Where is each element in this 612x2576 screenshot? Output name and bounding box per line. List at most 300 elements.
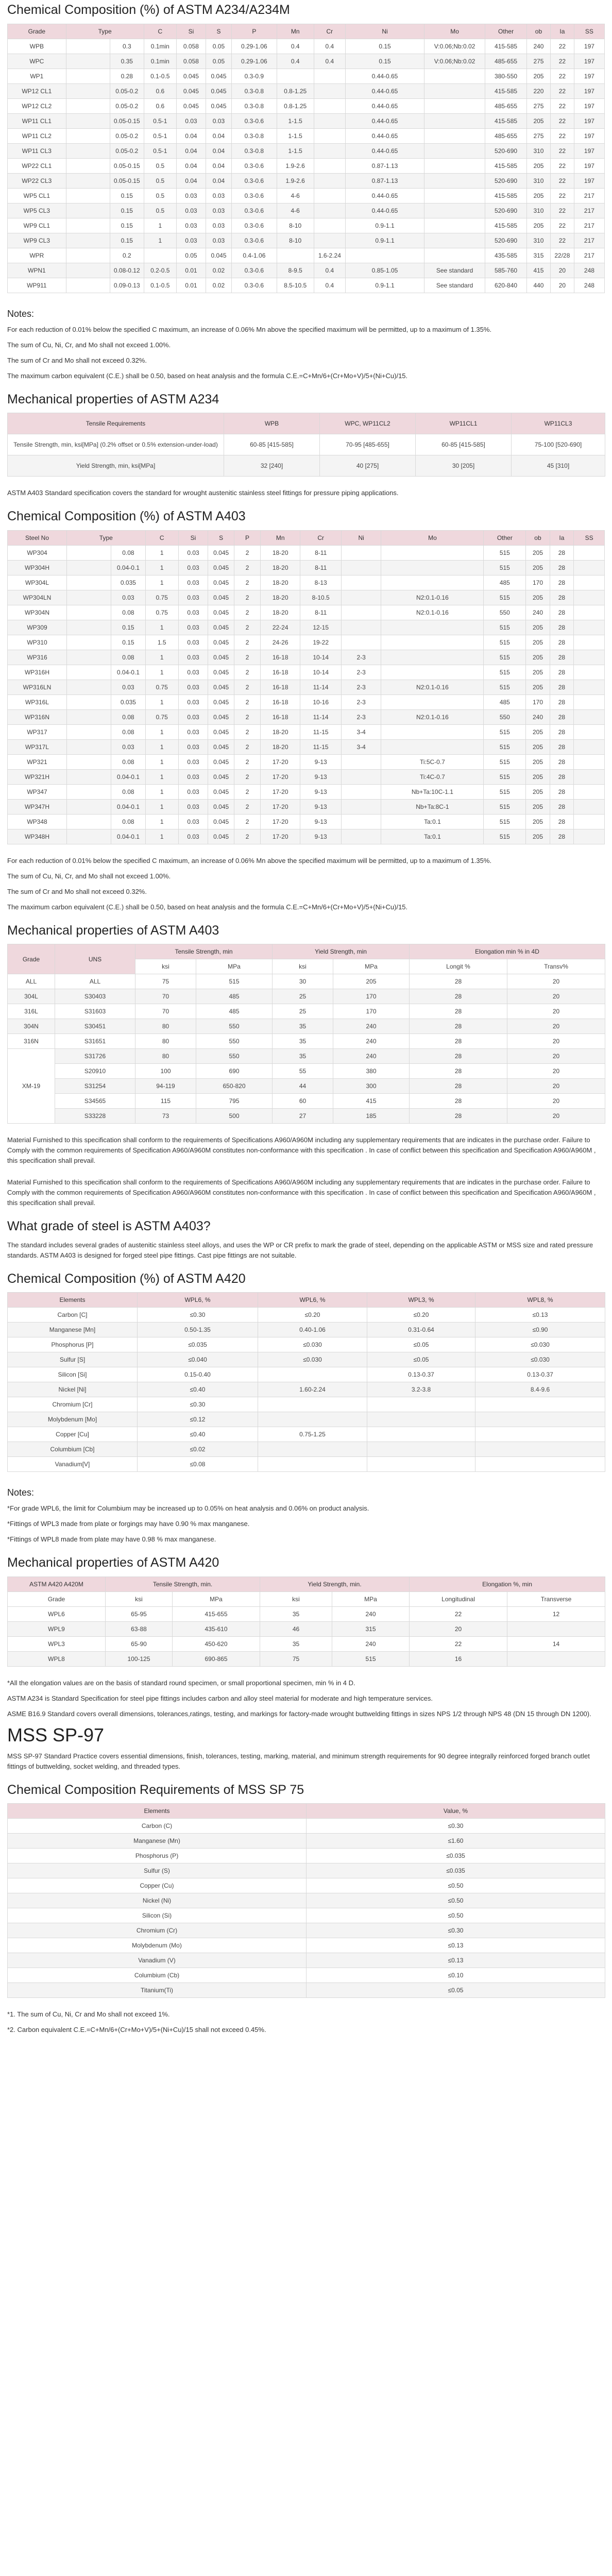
header-cell: Type [67, 530, 146, 545]
table-cell: 20 [507, 989, 605, 1004]
header-cell: WP11CL3 [512, 413, 605, 434]
table-cell: 0.5-1 [144, 113, 176, 128]
table-cell: 0.03 [177, 113, 206, 128]
table-cell: ≤0.035 [307, 1863, 605, 1878]
table-cell [475, 1442, 605, 1457]
table-cell: 0.1min [144, 54, 176, 69]
table-cell: 2-3 [341, 709, 381, 724]
table-cell: 9-13 [300, 829, 342, 844]
table-cell: 70 [135, 1004, 196, 1019]
table-cell [424, 98, 485, 113]
table-cell: WPR [8, 248, 66, 263]
header-cell: P [234, 530, 261, 545]
table-cell: 22 [550, 113, 574, 128]
table-cell: 0.03 [206, 188, 231, 203]
table-cell: N2:0.1-0.16 [381, 605, 484, 620]
table-cell: 0.03 [178, 784, 208, 799]
header-cell: WPL6, % [258, 1293, 367, 1308]
table-cell: WP304N [8, 605, 67, 620]
table-cell [277, 69, 314, 83]
table-cell: WP348H [8, 829, 67, 844]
table-row [8, 1953, 605, 1968]
table-cell: Vanadium (V) [8, 1953, 307, 1968]
table-cell: 1 [145, 650, 178, 665]
table-cell: 1 [145, 829, 178, 844]
table-cell: 170 [526, 575, 550, 590]
subheader-cell: Transverse [507, 1591, 605, 1606]
table-cell: 0.75 [145, 590, 178, 605]
table-cell: Tensile Strength, min, ksi[MPa] (0.2% offset or 0.5% extension-under-load) [8, 434, 224, 455]
table-cell: 17-20 [260, 814, 300, 829]
paragraph: Material Furnished to this specification shall conform to the requirements of Specifications A960/A960M including any supplementary requirements that are indicates in the purchase order. Failure to Comply with the common requirements of Specification A960/A960M constitutes non-conformance with this specification . In case of conflict between this specification and Specification A960/A960M , this specification shall prevail. [7, 1178, 596, 1207]
table-cell: ≤0.13 [307, 1938, 605, 1953]
note: The sum of Cu, Ni, Cr, and Mo shall not exceed 1.00%. [7, 341, 171, 349]
table-cell: 0.045 [206, 248, 231, 263]
table-cell: 550 [484, 605, 526, 620]
table-cell: WP309 [8, 620, 67, 635]
table-cell: 0.05 [206, 54, 231, 69]
table-row [8, 39, 605, 54]
table-cell: Manganese [Mn] [8, 1323, 138, 1337]
table-cell: 0.15 [110, 188, 144, 203]
table-cell: 16-18 [260, 709, 300, 724]
table-cell: 2-3 [341, 694, 381, 709]
table-cell: 28 [410, 1094, 507, 1109]
table-cell: 0.045 [208, 784, 234, 799]
subheader-cell: Grade [8, 1591, 106, 1606]
table-cell: 2 [234, 590, 261, 605]
header-cell: Yield Strength, min. [260, 1577, 410, 1591]
table-cell: 80 [135, 1019, 196, 1034]
table-cell: 65-95 [106, 1606, 173, 1621]
table-cell [67, 829, 111, 844]
table-cell: WP316L [8, 694, 67, 709]
table-cell: 20 [507, 974, 605, 989]
note: The sum of Cu, Ni, Cr, and Mo shall not exceed 1.00%. [7, 872, 171, 880]
table-cell: 0.87-1.13 [345, 173, 424, 188]
table-cell: 240 [526, 605, 550, 620]
table-cell: 0.04 [177, 173, 206, 188]
table-cell: ≤0.20 [258, 1308, 367, 1323]
table-cell: 197 [574, 69, 604, 83]
table-cell: 0.03 [178, 680, 208, 694]
table-cell: 435-585 [485, 248, 527, 263]
table-cell: 515 [484, 769, 526, 784]
table-cell: ≤0.05 [367, 1352, 475, 1367]
table-cell: Ti:4C-0.7 [381, 769, 484, 784]
subheader-cell: Longit % [410, 959, 507, 974]
table-cell: 415 [333, 1094, 410, 1109]
table-cell [314, 158, 345, 173]
table-cell [574, 680, 605, 694]
table-cell: WP11 CL1 [8, 113, 66, 128]
table-cell: 1.6-2.24 [314, 248, 345, 263]
table-cell: WP316 [8, 650, 67, 665]
table-cell [314, 143, 345, 158]
table-cell: 2 [234, 769, 261, 784]
table-row [8, 1004, 605, 1019]
header-cell: Mo [424, 24, 485, 39]
table-cell: 515 [484, 590, 526, 605]
table-cell: 0.045 [208, 665, 234, 680]
note: *1. The sum of Cu, Ni, Cr and Mo shall not exceed 1%. [7, 2010, 170, 2018]
table-cell: 0.50-1.35 [138, 1323, 258, 1337]
table-cell: 4-6 [277, 188, 314, 203]
table-row [8, 1983, 605, 1998]
table-cell [574, 724, 605, 739]
table-cell: 0.44-0.65 [345, 143, 424, 158]
table-cell: ≤0.12 [138, 1412, 258, 1427]
table-cell: 28 [550, 665, 573, 680]
table-cell [314, 233, 345, 248]
table-cell: 16-18 [260, 650, 300, 665]
table-cell: ≤0.13 [475, 1308, 605, 1323]
table-cell: WP22 CL3 [8, 173, 66, 188]
table-cell: 0.31-0.64 [367, 1323, 475, 1337]
notes-title: Notes: [7, 1487, 35, 1498]
table-cell: 380-550 [485, 69, 527, 83]
table-cell: 520-690 [485, 143, 527, 158]
table-cell: 0.3-0.6 [232, 113, 277, 128]
table-cell: 0.03 [178, 665, 208, 680]
table-cell: Vanadium[V] [8, 1457, 138, 1472]
table-cell: 12-15 [300, 620, 342, 635]
table-cell: Phosphorus [P] [8, 1337, 138, 1352]
table-cell: 28 [550, 829, 573, 844]
table-cell [66, 39, 110, 54]
table-row [8, 158, 605, 173]
table-cell: 0.045 [208, 724, 234, 739]
table-cell: WP348 [8, 814, 67, 829]
table-cell: 197 [574, 98, 604, 113]
table-cell: 9-13 [300, 769, 342, 784]
table-cell: 28 [550, 635, 573, 650]
header-cell: Elongation %, min [410, 1577, 605, 1591]
table-cell: 0.75 [145, 709, 178, 724]
table-cell: Chromium (Cr) [8, 1923, 307, 1938]
table-cell: 0.3-0.8 [232, 98, 277, 113]
table-cell: 515 [484, 829, 526, 844]
table-cell: 0.08 [111, 724, 145, 739]
subheader-cell: Transv% [507, 959, 605, 974]
table-cell [67, 754, 111, 769]
table-row [8, 829, 605, 844]
note: *2. Carbon equivalent C.E.=C+Mn/6+(Cr+Mo+V)/5+(Ni+Cu)/15 shall not exceed 0.45%. [7, 2026, 266, 2033]
table-cell: 22 [550, 218, 574, 233]
table-cell: S20910 [55, 1064, 135, 1079]
table-row [8, 665, 605, 680]
table-cell: 0.04-0.1 [111, 769, 145, 784]
table-cell: 0.15 [110, 233, 144, 248]
header-cell: Tensile Strength, min [135, 944, 273, 959]
table-cell: WP304LN [8, 590, 67, 605]
table-cell: 10-14 [300, 665, 342, 680]
table-cell: 1 [145, 754, 178, 769]
table-cell: Carbon [C] [8, 1308, 138, 1323]
table-cell: 515 [484, 739, 526, 754]
table-cell: 0.5-1 [144, 128, 176, 143]
table-cell: 20 [507, 1004, 605, 1019]
table-cell: 304L [8, 989, 55, 1004]
table-cell: 0.045 [206, 98, 231, 113]
table-cell: 0.08 [111, 650, 145, 665]
table-cell: 0.045 [208, 769, 234, 784]
table-cell: 585-760 [485, 263, 527, 278]
table-cell: 0.44-0.65 [345, 69, 424, 83]
table-cell: 310 [527, 143, 551, 158]
table-cell [424, 113, 485, 128]
table-row [8, 739, 605, 754]
table-cell: 0.03 [178, 724, 208, 739]
table-cell: 0.3-0.6 [232, 188, 277, 203]
table-cell: 415-585 [485, 158, 527, 173]
table-cell: 8-11 [300, 560, 342, 575]
table-cell: 17-20 [260, 829, 300, 844]
table-cell: 240 [526, 709, 550, 724]
table-cell: 170 [333, 1004, 410, 1019]
table-cell: 0.29-1.06 [232, 39, 277, 54]
table-cell: 28 [550, 739, 573, 754]
note: *Fittings of WPL3 made from plate or forgings may have 0.90 % max manganese. [7, 1520, 250, 1528]
table-cell: 197 [574, 158, 604, 173]
table-cell: 14 [507, 1636, 605, 1651]
table-cell: 0.9-1.1 [345, 218, 424, 233]
table-cell: 2 [234, 605, 261, 620]
table-cell: 0.15 [110, 218, 144, 233]
table-cell: 240 [333, 1034, 410, 1049]
table-row [8, 1352, 605, 1367]
table-cell [67, 635, 111, 650]
table-cell: 0.5-1 [144, 143, 176, 158]
table-row [8, 1049, 605, 1064]
table-cell: 217 [574, 203, 604, 218]
table-row [8, 694, 605, 709]
table-cell: Columbium [Cb] [8, 1442, 138, 1457]
table-cell: 485 [196, 989, 273, 1004]
table-cell: 197 [574, 128, 604, 143]
table-cell [341, 635, 381, 650]
table-cell [424, 173, 485, 188]
table-cell: 0.75 [145, 605, 178, 620]
table-cell: 0.28 [110, 69, 144, 83]
table-row [8, 1878, 605, 1893]
table-cell: 275 [527, 128, 551, 143]
table-cell [424, 218, 485, 233]
table-cell [381, 739, 484, 754]
table-a403-mech [7, 944, 605, 1124]
table-cell: 18-20 [260, 575, 300, 590]
table-cell: 2 [234, 575, 261, 590]
table-cell: 0.6 [144, 98, 176, 113]
table-cell: WP1 [8, 69, 66, 83]
table-cell: WP347H [8, 799, 67, 814]
table-cell [574, 590, 605, 605]
table-cell: ≤0.05 [307, 1983, 605, 1998]
table-cell [67, 784, 111, 799]
table-cell: 0.04 [206, 158, 231, 173]
table-cell: 28 [550, 724, 573, 739]
table-cell: 35 [260, 1606, 332, 1621]
table-cell: 1 [145, 545, 178, 560]
table-cell: Silicon (Si) [8, 1908, 307, 1923]
table-cell: 515 [484, 650, 526, 665]
table-cell: 0.03 [178, 575, 208, 590]
table-cell: 28 [550, 784, 573, 799]
table-cell: 28 [550, 620, 573, 635]
table-cell: 2 [234, 814, 261, 829]
table-cell: 0.03 [178, 545, 208, 560]
table-cell [66, 233, 110, 248]
table-cell: 60-85 [415-585] [224, 434, 320, 455]
table-cell: 0.3-0.6 [232, 263, 277, 278]
header-cell: Ni [345, 24, 424, 39]
table-cell: 205 [527, 188, 551, 203]
table-cell: S30451 [55, 1019, 135, 1034]
table-cell: ≤0.20 [367, 1308, 475, 1323]
table-cell: 4-6 [277, 203, 314, 218]
table-cell: 75 [260, 1651, 332, 1666]
table-cell: ≤0.08 [138, 1457, 258, 1472]
table-cell: 248 [574, 263, 604, 278]
table-cell: 0.045 [177, 83, 206, 98]
table-cell: 22 [550, 173, 574, 188]
table-cell: 20 [410, 1621, 507, 1636]
table-row [8, 590, 605, 605]
table-cell: 28 [550, 575, 573, 590]
table-cell: 515 [484, 635, 526, 650]
table-cell: 0.85-1.05 [345, 263, 424, 278]
table-cell [341, 590, 381, 605]
table-row [8, 233, 605, 248]
table-cell: 240 [332, 1636, 410, 1651]
table-cell: 304N [8, 1019, 55, 1034]
table-cell [314, 128, 345, 143]
table-cell: 17-20 [260, 769, 300, 784]
table-cell: 515 [196, 974, 273, 989]
table-cell: WP321 [8, 754, 67, 769]
table-cell: 0.045 [208, 680, 234, 694]
table-cell: 22 [550, 54, 574, 69]
table-cell: WP5 CL1 [8, 188, 66, 203]
table-cell: 0.045 [208, 545, 234, 560]
paragraph: MSS SP-97 Standard Practice covers essential dimensions, finish, tolerances, testing, marking, material, and minimum strength requirements for 90 degree integrally reinforced forged branch outlet fittings of buttwelding, socket welding, and threaded types. [7, 1752, 590, 1770]
table-cell: 73 [135, 1109, 196, 1124]
header-cell: Ia [550, 530, 573, 545]
table-cell: 18-20 [260, 605, 300, 620]
table-row [8, 434, 605, 455]
table-row [8, 1849, 605, 1863]
header-cell: Grade [8, 944, 55, 974]
table-cell: Yield Strength, min, ksi[MPa] [8, 455, 224, 477]
table-cell: 0.045 [208, 799, 234, 814]
table-cell [381, 545, 484, 560]
table-row [8, 620, 605, 635]
table-cell: 0.05-0.15 [110, 158, 144, 173]
table-cell: Molybdenum (Mo) [8, 1938, 307, 1953]
table-cell [67, 799, 111, 814]
table-cell: 0.4 [314, 263, 345, 278]
table-row [8, 1382, 605, 1397]
table-cell: 1-1.5 [277, 143, 314, 158]
table-cell: ≤0.40 [138, 1382, 258, 1397]
table-cell: N2:0.1-0.16 [381, 590, 484, 605]
header-cell: C [144, 24, 176, 39]
table-row [8, 1863, 605, 1878]
table-cell: 0.03 [178, 694, 208, 709]
table-mss-sp75 [7, 1803, 605, 1998]
table-cell [314, 98, 345, 113]
table-cell [341, 799, 381, 814]
table-cell: 0.5 [144, 158, 176, 173]
table-cell: 0.04-0.1 [111, 560, 145, 575]
table-row [8, 1019, 605, 1034]
table-cell [424, 143, 485, 158]
table-cell: 205 [526, 724, 550, 739]
table-cell: 1 [145, 724, 178, 739]
table-cell: 94-119 [135, 1079, 196, 1094]
header-cell: WPB [224, 413, 320, 434]
table-cell: 380 [333, 1064, 410, 1079]
table-cell: 500 [196, 1109, 273, 1124]
table-cell: 0.04-0.1 [111, 665, 145, 680]
table-cell: WP9 CL3 [8, 233, 66, 248]
table-cell: 0.1-0.5 [144, 69, 176, 83]
table-cell [574, 694, 605, 709]
table-cell [367, 1442, 475, 1457]
table-cell: ≤0.50 [307, 1878, 605, 1893]
table-cell: 20 [507, 1049, 605, 1064]
table-cell: 0.03 [177, 203, 206, 218]
table-cell: 9-13 [300, 754, 342, 769]
table-cell: 24-26 [260, 635, 300, 650]
table-a420-mech [7, 1577, 605, 1667]
table-cell: 550 [196, 1034, 273, 1049]
table-cell [424, 233, 485, 248]
table-cell: 22 [550, 158, 574, 173]
table-cell: WP317 [8, 724, 67, 739]
table-a234-chem [7, 24, 605, 293]
table-cell: 0.5 [144, 173, 176, 188]
table-cell: 32 [240] [224, 455, 320, 477]
table-cell: ≤0.30 [138, 1308, 258, 1323]
header-cell: SS [574, 24, 604, 39]
table-cell: 0.04 [206, 143, 231, 158]
table-cell: WP911 [8, 278, 66, 293]
table-cell: 205 [526, 754, 550, 769]
table-cell [66, 203, 110, 218]
table-cell: 0.4 [277, 54, 314, 69]
table-cell: Nb+Ta:8C-1 [381, 799, 484, 814]
table-row [8, 605, 605, 620]
table-cell: 0.08 [111, 545, 145, 560]
table-cell: Nb+Ta:10C-1.1 [381, 784, 484, 799]
table-cell: 70-95 [485-655] [320, 434, 416, 455]
table-cell: 2 [234, 665, 261, 680]
table-cell: WP321H [8, 769, 67, 784]
note: ASME B16.9 Standard covers overall dimensions, tolerances,ratings, testing, and markings for factory-made wrought buttwelding fittings in sizes NPS 1/2 through NPS 48 (DN 15 through DN 1200). [7, 1709, 591, 1718]
table-cell: 22 [550, 188, 574, 203]
table-cell: ALL [8, 974, 55, 989]
header-cell: ASTM A420 A420M [8, 1577, 106, 1591]
table-cell: 0.44-0.65 [345, 128, 424, 143]
table-cell: 28 [550, 694, 573, 709]
table-cell: ≤0.90 [475, 1323, 605, 1337]
table-cell: 70 [135, 989, 196, 1004]
header-cell: Si [177, 24, 206, 39]
table-cell: 28 [410, 1019, 507, 1034]
header-cell: Tensile Strength, min. [106, 1577, 260, 1591]
table-cell: 16 [410, 1651, 507, 1666]
